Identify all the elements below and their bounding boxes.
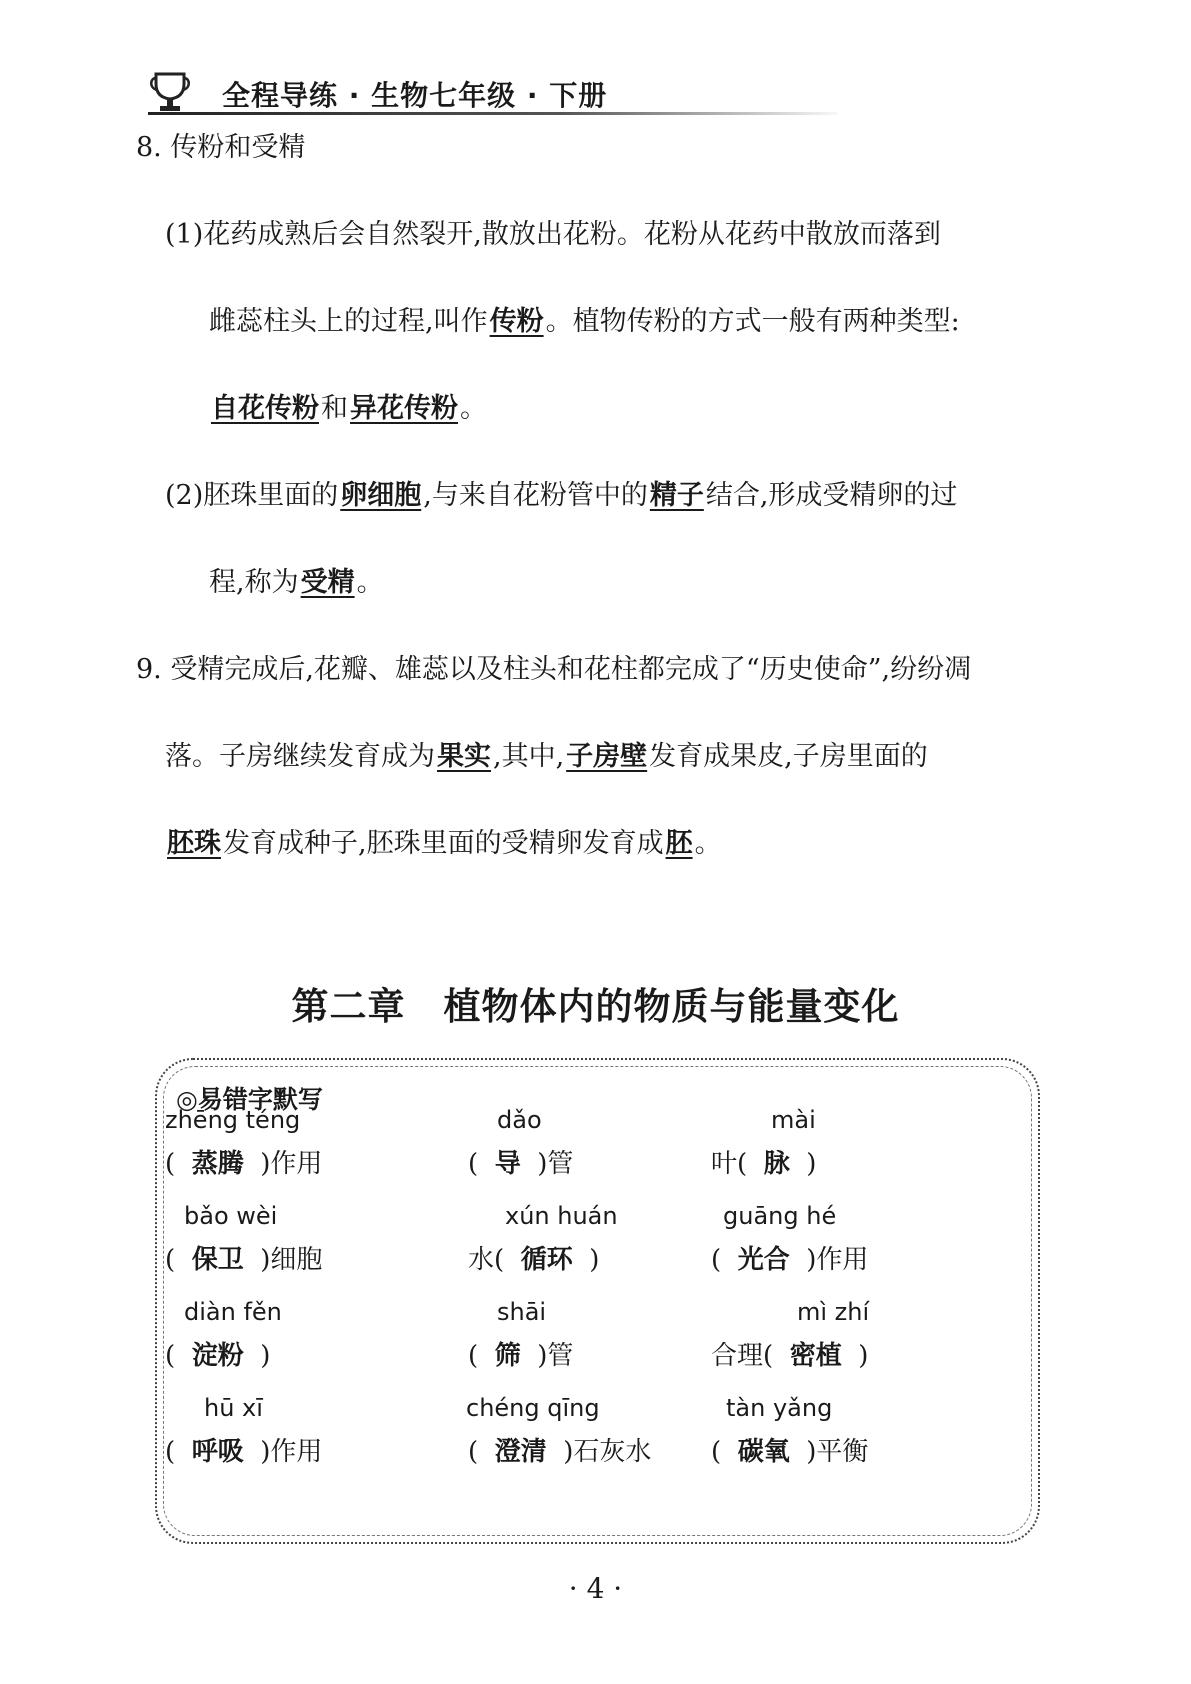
text: 结合,形成受精卵的过 xyxy=(705,480,958,511)
answer-keyword: 传粉 xyxy=(489,306,544,337)
dictation-item xyxy=(468,1335,573,1372)
text: 程,称为 xyxy=(209,567,299,598)
text: ) xyxy=(841,1341,869,1371)
text: )平衡 xyxy=(789,1437,869,1467)
section-8-p1-line3 xyxy=(209,391,487,427)
text: )管 xyxy=(520,1149,574,1179)
text: 合理( xyxy=(711,1341,790,1371)
section-8-p1-line2 xyxy=(209,304,960,340)
dictation-box-title: ◎易错字默写 xyxy=(176,1085,323,1114)
dictation-item xyxy=(711,1431,868,1468)
answer: 密植 xyxy=(789,1341,842,1371)
text: ( xyxy=(468,1341,495,1371)
pinyin: dǎo xyxy=(497,1106,542,1134)
text: ( xyxy=(711,1245,738,1275)
section-8-p2-line2 xyxy=(209,565,384,601)
answer: 光合 xyxy=(737,1245,790,1275)
text: ( xyxy=(165,1341,192,1371)
text: ( xyxy=(165,1149,192,1179)
dictation-item xyxy=(165,1335,270,1372)
answer-keyword: 异花传粉 xyxy=(350,393,458,424)
answer-keyword: 精子 xyxy=(649,480,704,511)
dictation-item xyxy=(468,1239,599,1276)
text: ( xyxy=(165,1245,192,1275)
text: )作用 xyxy=(243,1437,323,1467)
pinyin: shāi xyxy=(497,1298,547,1326)
pinyin: mì zhí xyxy=(797,1298,870,1326)
pinyin: chéng qīng xyxy=(466,1394,600,1422)
answer-keyword: 果实 xyxy=(437,741,491,772)
text: ( xyxy=(711,1437,738,1467)
answer: 循环 xyxy=(520,1245,573,1275)
pinyin: diàn fěn xyxy=(184,1298,282,1326)
dictation-item xyxy=(468,1431,651,1468)
dictation-item xyxy=(165,1143,322,1180)
text: ) xyxy=(789,1149,817,1179)
dictation-item xyxy=(711,1335,868,1372)
text: 。 xyxy=(694,828,722,859)
pinyin: hū xī xyxy=(204,1394,263,1422)
text: 和 xyxy=(321,393,348,424)
answer: 碳氧 xyxy=(737,1437,790,1467)
text: )细胞 xyxy=(243,1245,323,1275)
text: ( xyxy=(468,1437,495,1467)
answer-keyword: 自花传粉 xyxy=(211,393,319,424)
text: 叶( xyxy=(711,1149,764,1179)
section-9-line1: 9. 受精完成后,花瓣、雄蕊以及柱头和花柱都完成了“历史使命”,纷纷凋 xyxy=(136,654,972,685)
section-8-p1-line1: (1)花药成熟后会自然裂开,散放出花粉。花粉从花药中散放而落到 xyxy=(165,219,941,250)
section-8-p2-line1 xyxy=(165,478,957,514)
header-rule xyxy=(148,112,838,115)
text: 发育成种子,胚珠里面的受精卵发育成 xyxy=(223,828,664,859)
text: ( xyxy=(165,1437,192,1467)
dictation-item xyxy=(711,1143,816,1180)
dictation-item xyxy=(711,1239,868,1276)
header-title: 全程导练 · 生物七年级 · 下册 xyxy=(222,79,608,112)
dictation-item xyxy=(165,1431,322,1468)
text: ( xyxy=(468,1149,495,1179)
trophy-icon xyxy=(148,70,192,114)
text: )作用 xyxy=(243,1149,323,1179)
answer: 保卫 xyxy=(191,1245,244,1275)
text: )石灰水 xyxy=(546,1437,652,1467)
text: ,与来自花粉管中的 xyxy=(423,480,648,511)
dictation-item xyxy=(468,1143,573,1180)
answer: 呼吸 xyxy=(191,1437,244,1467)
text: 水( xyxy=(468,1245,521,1275)
text: ) xyxy=(572,1245,600,1275)
text: )作用 xyxy=(789,1245,869,1275)
answer-keyword: 受精 xyxy=(300,567,355,598)
dictation-item xyxy=(165,1239,322,1276)
pinyin: zhēng téng xyxy=(165,1106,301,1134)
page-number: · 4 · xyxy=(568,1572,623,1605)
text: 雌蕊柱头上的过程,叫作 xyxy=(209,306,488,337)
text: 落。子房继续发育成为 xyxy=(165,741,435,772)
text: ,其中, xyxy=(493,741,565,772)
chapter-title: 第二章 植物体内的物质与能量变化 xyxy=(291,985,900,1028)
section-8-heading: 8. 传粉和受精 xyxy=(136,132,306,163)
answer-keyword: 胚珠 xyxy=(167,828,221,859)
page-header xyxy=(148,62,848,118)
answer: 蒸腾 xyxy=(191,1149,244,1179)
answer: 筛 xyxy=(494,1341,521,1371)
section-9-line3 xyxy=(165,826,722,862)
answer-keyword: 子房壁 xyxy=(566,741,648,772)
pinyin: bǎo wèi xyxy=(184,1202,278,1230)
answer: 导 xyxy=(494,1149,521,1179)
text: 。植物传粉的方式一般有两种类型: xyxy=(545,306,960,337)
pinyin: tàn yǎng xyxy=(726,1394,833,1422)
pinyin: guāng hé xyxy=(723,1202,837,1230)
text: 。 xyxy=(460,393,487,424)
text: )管 xyxy=(520,1341,574,1371)
answer: 淀粉 xyxy=(191,1341,244,1371)
section-9-line2 xyxy=(165,739,928,775)
text: ) xyxy=(243,1341,271,1371)
answer: 澄清 xyxy=(494,1437,547,1467)
pinyin: mài xyxy=(771,1106,816,1134)
text: 。 xyxy=(356,567,384,598)
answer-keyword: 卵细胞 xyxy=(340,480,422,511)
text: (2)胚珠里面的 xyxy=(165,480,339,511)
answer: 脉 xyxy=(763,1149,790,1179)
text: 发育成果皮,子房里面的 xyxy=(649,741,928,772)
pinyin: xún huán xyxy=(505,1202,618,1230)
answer-keyword: 胚 xyxy=(665,828,693,859)
